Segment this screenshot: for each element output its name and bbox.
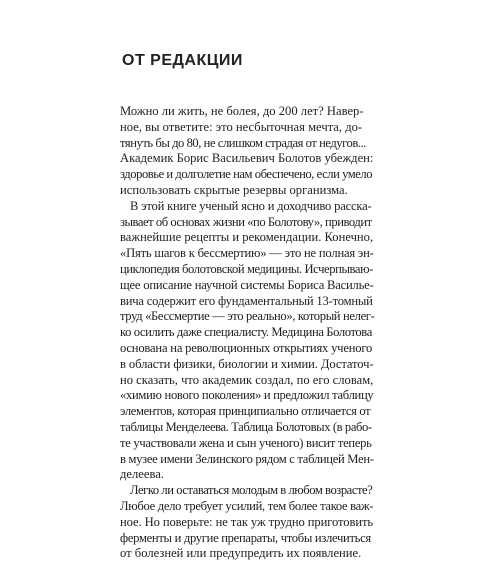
text-line: Можно ли жить, не болея, до 200 лет? Навер- — [120, 104, 364, 118]
text-line: в области физики, биологии и химии. Достаточ- — [120, 356, 374, 371]
text-line: здоровье и долголетие нам обеспечено, если умело — [120, 167, 373, 182]
text-line: те участвовали жена и сын ученого) висит теперь — [120, 435, 372, 450]
text-line: труд «Бессмертие — это реально», который нелег- — [120, 309, 375, 324]
text-line: ко осилить даже специалисту. Медицина Болотова — [120, 325, 372, 340]
text-line: Любое дело требует усилий, тем более такое важ- — [120, 498, 374, 513]
section-heading: ОТ РЕДАКЦИИ — [122, 52, 243, 69]
text-line: элементов, которая принципиально отличается от — [120, 404, 371, 419]
text-line: но сказать, что академик создал, по его словам, — [120, 372, 374, 387]
text-line: важнейшие рецепты и рекомендации. Конечно, — [120, 230, 374, 245]
text-line: «Пять шагов к бессмертию» — это не полная эн- — [120, 246, 374, 261]
text-line: основана на революционных открытиях ученого — [120, 340, 373, 355]
text-line: тянуть бы до 80, не слишком страдая от недугов... — [120, 135, 366, 150]
text-line: использовать скрытые резервы организма. — [120, 182, 348, 197]
text-line: циклопедия болотовской медицины. Исчерпываю- — [120, 261, 373, 276]
text-line: «химию нового поколения» и предложил таблицу — [120, 388, 374, 403]
text-line: Легко ли оставаться молодым в любом возрасте? — [130, 483, 373, 498]
text-line: ферменты и другие препараты, чтобы излечиться — [120, 530, 371, 545]
body-text — [120, 104, 374, 562]
text-line: вича содержит его фундаментальный 13-томный — [120, 293, 373, 308]
text-line: Академик Борис Васильевич Болотов убежден: — [120, 151, 374, 166]
text-line: от болезней или предупредить их появление. — [120, 546, 362, 561]
text-line: ное. Но поверьте: не так уж трудно приготовить — [120, 514, 373, 529]
text-line: делеева. — [120, 467, 164, 482]
text-line: щее описание научной системы Бориса Василье- — [120, 277, 374, 292]
text-line: В этой книге ученый ясно и доходчиво расска- — [130, 198, 372, 213]
text-line: в музее имени Зелинского рядом с таблицей Мен- — [120, 451, 374, 466]
text-line: таблицы Менделеева. Таблица Болотовых (в рабо- — [120, 419, 372, 434]
text-line: зывает об основах жизни «по Болотову», приводит — [120, 214, 372, 229]
text-line: ное, вы ответите: это несбыточная мечта, до- — [120, 119, 363, 134]
